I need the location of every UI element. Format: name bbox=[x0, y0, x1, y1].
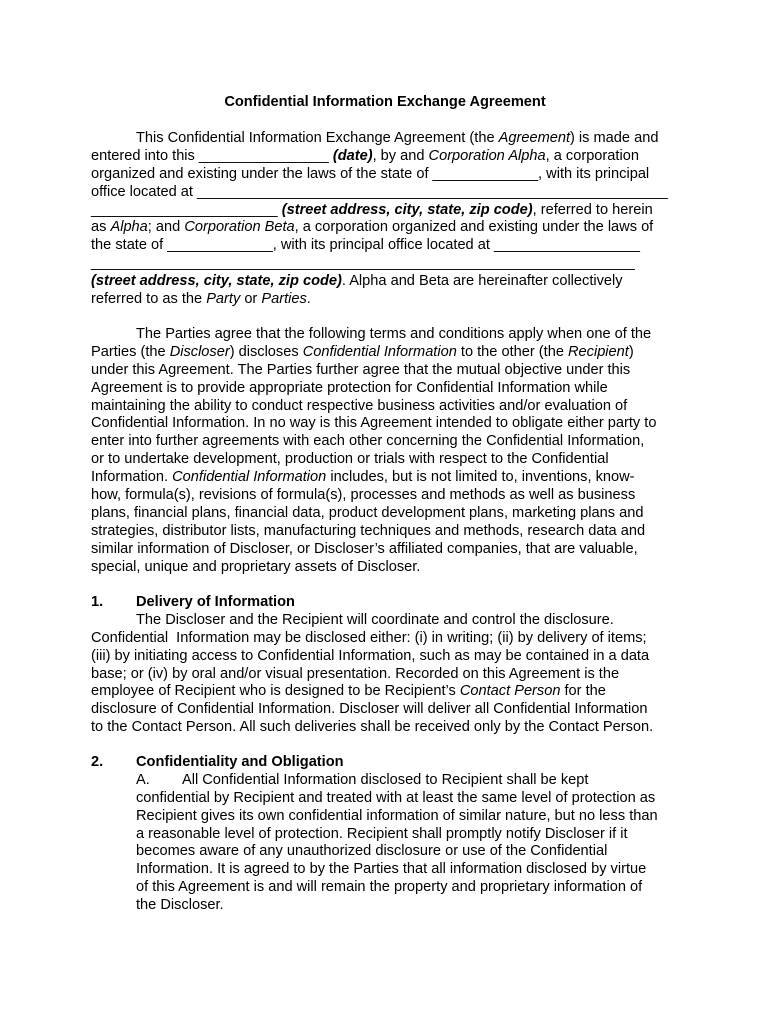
text-line: a reasonable level of protection. Recipient shall promptly notify Discloser if it bbox=[136, 825, 628, 842]
text-line: (street address, city, state, zip code). Alpha and Beta are hereinafter collectively bbox=[91, 273, 623, 290]
section-heading: 1. Delivery of Information bbox=[91, 594, 295, 610]
text-line: Parties (the Discloser) discloses Confidential Information to the other (the Recipient) bbox=[91, 343, 634, 360]
text-line: The Parties agree that the following terms and conditions apply when one of the bbox=[136, 326, 652, 342]
text-line: as Alpha; and Corporation Beta, a corporation organized and existing under the laws of bbox=[91, 219, 654, 236]
section-delivery-of-information bbox=[91, 594, 691, 737]
text-line: of this Agreement is and will remain the property and proprietary information of bbox=[136, 879, 643, 896]
text-line: A. All Confidential Information disclosed to Recipient shall be kept bbox=[136, 771, 589, 788]
text-line: strategies, distributor lists, manufacturing techniques and methods, research data and bbox=[91, 522, 646, 539]
text-line: Confidential Information may be disclosed either: (i) in writing; (ii) by delivery of items; bbox=[91, 629, 647, 646]
text-line: maintaining the ability to conduct respective business activities and/or evaluation of bbox=[91, 397, 628, 414]
text-line: Information. Confidential Information includes, but is not limited to, inventions, know- bbox=[91, 469, 635, 486]
text-line: base; or (iv) by oral and/or visual presentation. Recorded on this Agreement is the bbox=[91, 665, 620, 682]
text-line: employee of Recipient who is designed to be Recipient’s Contact Person for the bbox=[91, 683, 606, 700]
text-line: plans, financial plans, financial data, product development plans, marketing plans and bbox=[91, 504, 644, 521]
text-line: ___________________________________________________________________ bbox=[91, 255, 635, 272]
text-line: under this Agreement. The Parties further agree that the mutual objective under this bbox=[91, 361, 631, 378]
text-line: how, formula(s), revisions of formula(s), processes and methods as well as business bbox=[91, 487, 636, 504]
text-line: similar information of Discloser, or Discloser’s affiliated companies, that are valuable, bbox=[91, 540, 638, 557]
section-heading: 2. Confidentiality and Obligation bbox=[91, 754, 344, 770]
text-line: the Discloser. bbox=[136, 897, 224, 914]
subsection-label: A. bbox=[136, 771, 150, 788]
text-line: enter into further agreements with each other concerning the Confidential Information, bbox=[91, 433, 645, 450]
text-line: becomes aware of any unauthorized disclosure or use of the Confidential bbox=[136, 843, 608, 860]
text-line: or to undertake development, production or trials with respect to the Confidential bbox=[91, 451, 609, 468]
section-confidentiality-and-obligation bbox=[91, 754, 691, 915]
text-line: Agreement is to provide appropriate protection for Confidential Information while bbox=[91, 379, 608, 396]
text-line: organized and existing under the laws of the state of _____________, with its principal bbox=[91, 165, 650, 182]
text-line: special, unique and proprietary assets of Discloser. bbox=[91, 558, 421, 575]
text-line: _______________________ (street address, city, state, zip code), referred to herein bbox=[91, 201, 653, 218]
text-line: Information. It is agreed to by the Parties that all information disclosed by virtue bbox=[136, 861, 647, 878]
text-line: entered into this ________________ (date), by and Corporation Alpha, a corporation bbox=[91, 147, 639, 164]
text-line: referred to as the Party or Parties. bbox=[91, 291, 311, 308]
text-line: The Discloser and the Recipient will coordinate and control the disclosure. bbox=[136, 611, 614, 628]
text-line: the state of _____________, with its principal office located at __________________ bbox=[91, 237, 641, 254]
definitions-paragraph bbox=[91, 326, 691, 576]
text-line: to the Contact Person. All such deliveries shall be received only by the Contact Person. bbox=[91, 719, 654, 736]
text-line: Recipient gives its own confidential information of similar nature, but no less than bbox=[136, 807, 658, 824]
text-line: (iii) by initiating access to Confidential Information, such as may be contained in a data bbox=[91, 647, 650, 664]
text-line: disclosure of Confidential Information. Discloser will deliver all Confidential Information bbox=[91, 701, 648, 718]
parties-paragraph bbox=[91, 130, 691, 309]
document-title: Confidential Information Exchange Agreement bbox=[224, 94, 546, 110]
subsection-a bbox=[136, 772, 691, 915]
text-line: office located at __________________________________________________________ bbox=[91, 183, 668, 200]
text-line: Confidential Information. In no way is this Agreement intended to obligate either party to bbox=[91, 415, 657, 432]
text-line: This Confidential Information Exchange Agreement (the Agreement) is made and bbox=[136, 130, 659, 146]
text-line: confidential by Recipient and treated with at least the same level of protection as bbox=[136, 789, 656, 806]
